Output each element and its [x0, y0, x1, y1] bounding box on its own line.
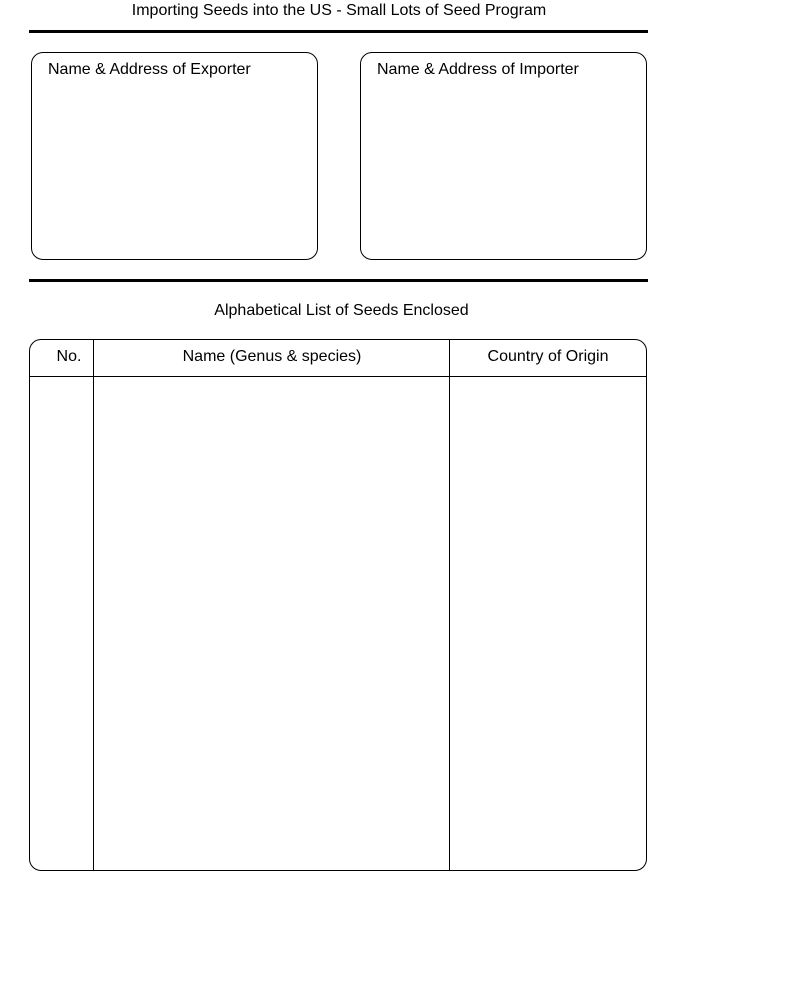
column-header-name: Name (Genus & species): [182, 348, 362, 365]
table-header-row: [30, 340, 646, 377]
importer-address-box[interactable]: [360, 52, 647, 260]
middle-divider-line: [29, 279, 648, 282]
form-title: Importing Seeds into the US - Small Lots of Seed Program: [131, 2, 547, 19]
exporter-address-box[interactable]: [31, 52, 318, 260]
exporter-address-label: Name & Address of Exporter: [48, 61, 251, 78]
table-body-entry-area[interactable]: [30, 377, 646, 870]
column-header-no: No.: [56, 348, 82, 365]
seed-list-table: [29, 339, 647, 871]
top-divider-line: [29, 30, 648, 33]
seed-list-heading: Alphabetical List of Seeds Enclosed: [214, 302, 469, 319]
column-header-country: Country of Origin: [487, 348, 609, 365]
importer-address-label: Name & Address of Importer: [377, 61, 579, 78]
